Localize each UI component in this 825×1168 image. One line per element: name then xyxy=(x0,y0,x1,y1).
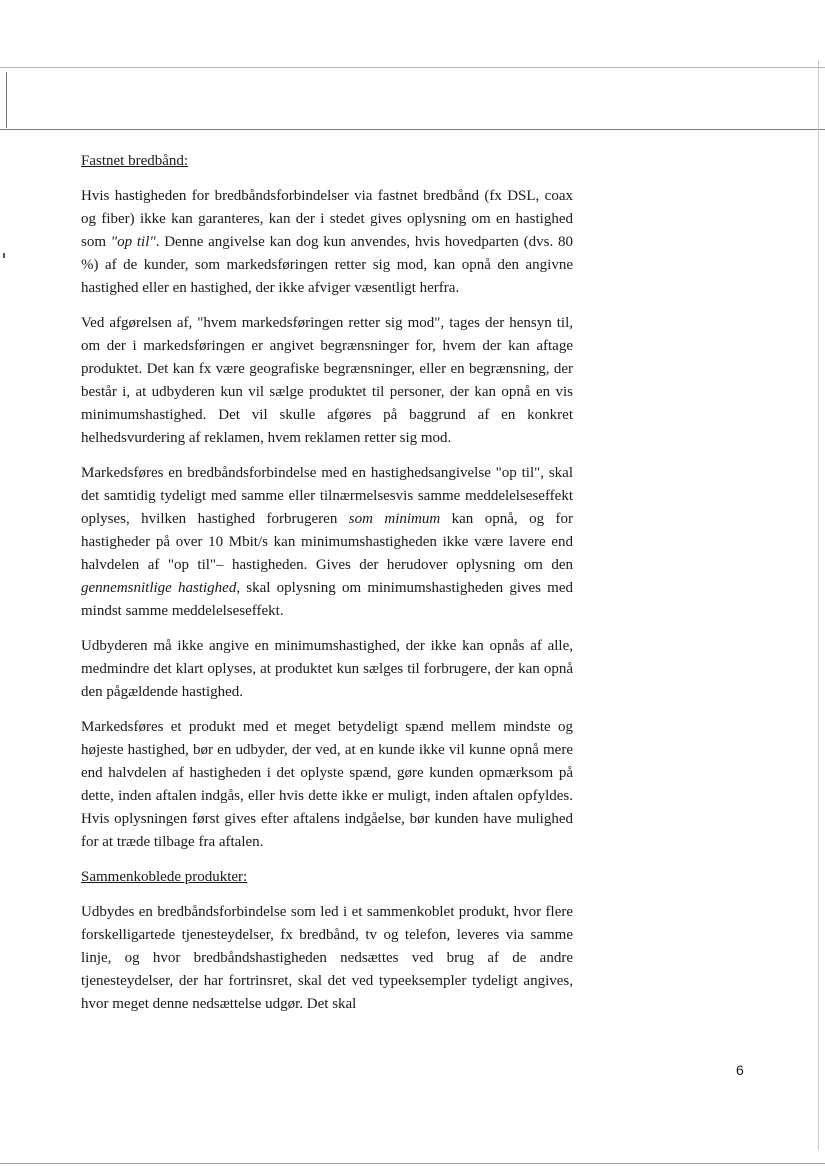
page-number: 6 xyxy=(736,1062,744,1078)
paragraph-text: Markedsføres en bredbåndsforbindelse med en hastighedsangivelse "op til", skal det samtidig tydeligt med samme eller tilnærmelsesvis samme meddelelseseffekt oplyses, hvilken hastighed forbrugeren xyxy=(81,465,573,527)
paragraph-text: kan opnå, og for hastigheder på over 10 Mbit/s kan minimumshastigheden ikke være lavere end halvdelen af "op til"– hastigheden. Gives der herudover oplysning om den xyxy=(81,511,573,573)
scan-bottom-rule xyxy=(0,1163,825,1164)
emphasis-text: "op til" xyxy=(110,234,156,250)
paragraph xyxy=(81,185,573,300)
emphasis-text: som minimum xyxy=(348,511,441,527)
scan-left-edge xyxy=(6,72,7,128)
paragraph-text: , skal oplysning om minimumshastigheden gives med mindst samme meddelelseseffekt. xyxy=(81,580,573,619)
document-body xyxy=(81,150,573,1028)
emphasis-text: gennemsnitlige hastighed xyxy=(81,580,237,596)
scan-margin-mark xyxy=(3,253,5,258)
scan-right-edge xyxy=(818,60,819,1150)
paragraph-text: Hvis hastigheden for bredbåndsforbindelser via fastnet bredbånd (fx DSL, coax og fiber) ikke kan garanteres, kan der i stedet gives oplysning om en hastighed som xyxy=(81,188,573,250)
paragraph xyxy=(81,462,573,623)
section-heading-sammenkoblede: Sammenkoblede produkter: xyxy=(81,869,248,885)
paragraph: Udbydes en bredbåndsforbindelse som led i et sammenkoblet produkt, hvor flere forskelligartede tjenesteydelser, fx bredbånd, tv og telefon, leveres via samme linje, og hvor bredbåndshastigheden nedsættes ved brug af de andre tjenesteydelser, der har fortrinsret, skal det ved typeeksempler tydeligt angives, hvor meget denne nedsættelse udgør. Det skal xyxy=(81,904,573,1012)
paragraph: Markedsføres et produkt med et meget betydeligt spænd mellem mindste og højeste hastighed, bør en udbyder, der ved, at en kunde ikke vil kunne opnå mere end halvdelen af hastigheden i det oplyste spænd, gøre kunden opmærksom på dette, inden aftalen indgås, eller hvis dette ikke er muligt, inden aftalen opfyldes. Hvis oplysningen først gives efter aftalens indgåelse, bør kunden have mulighed for at træde tilbage fra aftalen. xyxy=(81,719,573,850)
scan-top-rule xyxy=(0,67,825,68)
paragraph-text: . Denne angivelse kan dog kun anvendes, hvis hovedparten (dvs. 80 %) af de kunder, som markedsføringen retter sig mod, kan opnå den angivne hastighed eller en hastighed, der ikke afviger væsentligt herfra. xyxy=(81,234,573,296)
paragraph: Ved afgørelsen af, "hvem markedsføringen retter sig mod", tages der hensyn til, om der i markedsføringen er angivet begrænsninger for, hvem der kan aftage produktet. Det kan fx være geografiske begrænsninger, eller en begrænsning, der består i, at udbyderen kun vil sælge produktet til personer, der kan opnå en vis minimumshastighed. Det vil skulle afgøres på baggrund af en konkret helhedsvurdering af reklamen, hvem reklamen retter sig mod. xyxy=(81,315,573,446)
scan-header-rule xyxy=(0,129,825,130)
paragraph: Udbyderen må ikke angive en minimumshastighed, der ikke kan opnås af alle, medmindre det klart oplyses, at produktet kun sælges til forbrugere, der kan opnå den pågældende hastighed. xyxy=(81,638,573,700)
section-heading-fastnet: Fastnet bredbånd: xyxy=(81,153,189,169)
